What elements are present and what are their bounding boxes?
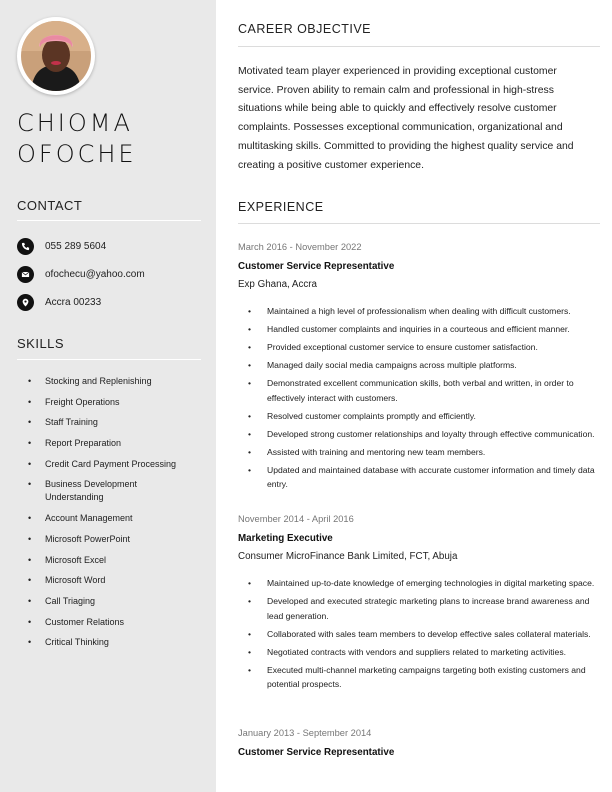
location-pin-icon [17,294,34,311]
skill-item: • Report Preparation [28,437,208,450]
skill-item: • Microsoft Word [28,574,208,587]
skill-item: • Critical Thinking [28,636,208,649]
objective-divider [238,46,600,47]
email-icon [17,266,34,283]
experience-divider [238,223,600,224]
skill-item: • Account Management [28,512,208,525]
job-bullet: • Assisted with training and mentoring new team members. [238,445,600,460]
job-bullet: • Negotiated contracts with vendors and suppliers related to marketing activities. [238,645,600,660]
job-dates: January 2013 - September 2014 [238,728,372,738]
job-bullets [238,576,600,692]
contact-location: Accra 00233 [45,296,102,308]
skills-heading: SKILLS [17,336,65,351]
contact-email[interactable]: ofochecu@yahoo.com [45,268,145,280]
job-title: Marketing Executive [238,533,333,544]
job-bullet: • Developed strong customer relationships and loyalty through effective communication. [238,427,600,442]
contact-heading: CONTACT [17,198,83,213]
job-bullets [238,304,600,492]
skill-item: • Business Development Understanding [28,478,143,504]
candidate-name [17,108,137,170]
contact-location-row [17,293,101,311]
job-bullet: • Executed multi-channel marketing campaigns targeting both existing customers and potential prospects. [238,663,600,692]
last-name: OFOCHE [17,140,137,168]
job-dates: November 2014 - April 2016 [238,514,354,524]
job-entry [238,242,600,495]
job-bullet: • Managed daily social media campaigns across multiple platforms. [238,358,600,373]
skill-item: • Stocking and Replenishing [28,375,208,388]
experience-heading: EXPERIENCE [238,200,324,214]
first-name: CHIOMA [17,109,133,137]
profile-photo [17,17,95,95]
skill-item: • Microsoft Excel [28,554,208,567]
skill-item: • Credit Card Payment Processing [28,458,208,471]
contact-divider [17,220,201,221]
job-bullet: • Provided exceptional customer service to ensure customer satisfaction. [238,340,600,355]
job-bullet: • Handled customer complaints and inquiries in a courteous and efficient manner. [238,322,600,337]
contact-phone-row [17,237,106,255]
contact-phone[interactable]: 055 289 5604 [45,240,107,252]
skill-item: • Call Triaging [28,595,208,608]
job-bullet: • Developed and executed strategic marketing plans to increase brand awareness and lead generation. [238,594,600,623]
contact-email-row [17,265,145,283]
skill-item: • Customer Relations [28,616,208,629]
job-company: Consumer MicroFinance Bank Limited, FCT, Abuja [238,551,458,562]
job-company: Exp Ghana, Accra [238,279,317,290]
avatar-image [21,21,91,91]
sidebar [0,0,216,792]
job-bullet: • Demonstrated excellent communication skills, both verbal and written, in order to effectively interact with customers. [238,376,600,405]
skill-item: • Freight Operations [28,396,208,409]
job-title: Customer Service Representative [238,747,395,758]
skills-divider [17,359,201,360]
job-entry [238,728,600,760]
job-bullet: • Resolved customer complaints promptly and efficiently. [238,409,600,424]
skill-item: • Microsoft PowerPoint [28,533,208,546]
job-title: Customer Service Representative [238,261,395,272]
skills-list [28,375,208,657]
job-bullet: • Updated and maintained database with accurate customer information and timely data entry. [238,463,600,492]
job-dates: March 2016 - November 2022 [238,242,362,252]
skill-item: • Staff Training [28,416,208,429]
job-bullet: • Collaborated with sales team members to develop effective sales collateral materials. [238,627,600,642]
phone-icon [17,238,34,255]
job-bullet: • Maintained up-to-date knowledge of emerging technologies in digital marketing space. [238,576,600,591]
job-bullet: • Maintained a high level of professionalism when dealing with difficult customers. [238,304,600,319]
job-entry [238,514,600,695]
objective-heading: CAREER OBJECTIVE [238,22,372,36]
objective-text: Motivated team player experienced in providing exceptional customer service. Proven ability to remain calm and professional in high-stress situations while being able to quickly and effectively resolve customer complaints. Possesses exceptional communication, organizational and multitasking skills. Committed to providing the highest quality service and creating a positive customer experience. [238,66,574,171]
